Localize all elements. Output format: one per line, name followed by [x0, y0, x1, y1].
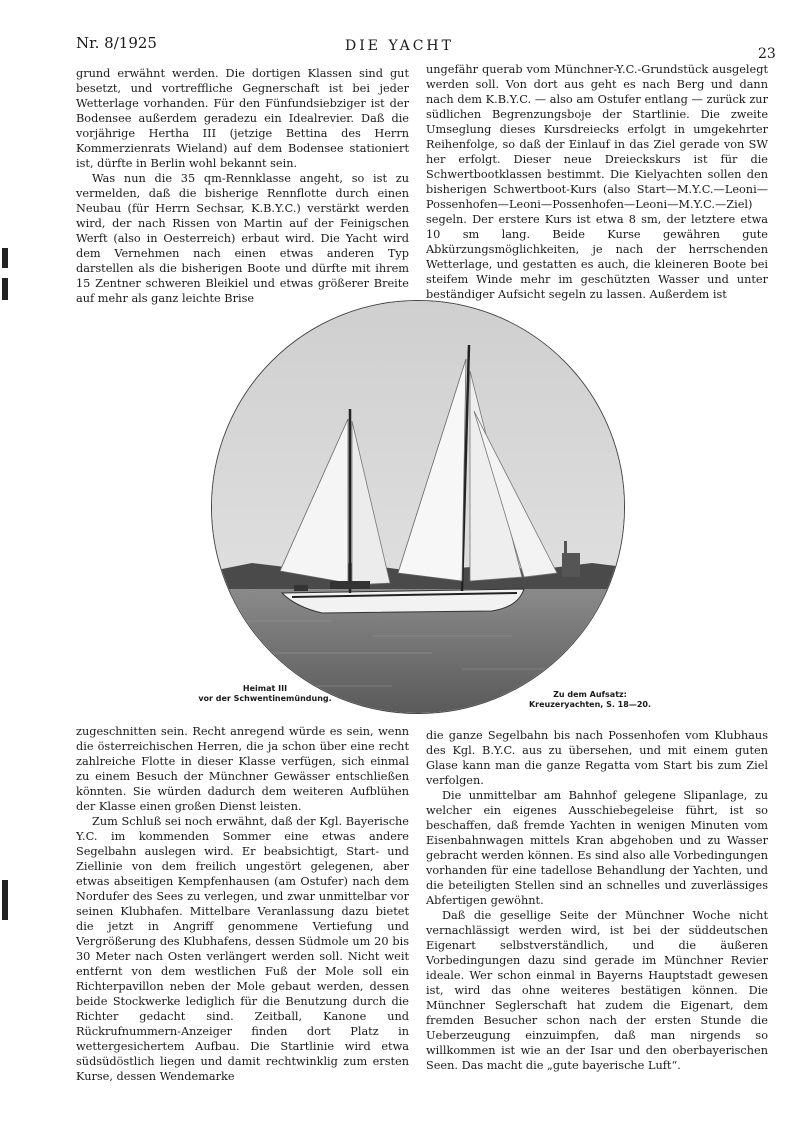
magazine-title: DIE YACHT	[345, 38, 454, 54]
photo-caption-right: Zu dem Aufsatz: Kreuzeryachten, S. 18—20.	[528, 690, 651, 709]
column-right-bottom	[426, 728, 768, 1073]
paragraph: Zum Schluß sei noch erwähnt, daß der Kgl. Bayerische Y.C. im kommenden Sommer eine etwas andere Segelbahn auslegen wird. Er beabsichtigt, Start- und Ziellinie von dem freilich ungestört gelegenen, aber etwas abseitigen Kempfenhausen (am Ostufer) nach dem Nordufer des Sees zu verlegen, und zwar unmittelbar vor seinen Klubhafen. Mittelbare Veranlassung dazu bietet die jetzt in Angriff genommene Vertiefung und Vergrößerung des Klubhafens, dessen Südmole um 20 bis 30 Meter nach Osten verlängert werden soll. Nicht weit entfernt von dem westlichen Fuß der Mole soll ein Richterpavillon neben der Mole gebaut werden, dessen beide Stockwerke lediglich für die Benutzung durch die Richter gedacht sind. Zeitball, Kanone und Rückrufnummern-Anzeiger finden dort Platz in wettergesichertem Aufbau. Die Startlinie wird etwa südsüdöstlich liegen und damit rechtwinklig zum ersten Kurse, dessen Wendemarke	[76, 815, 409, 1083]
margin-mark	[2, 278, 8, 300]
margin-mark	[2, 248, 8, 268]
issue-number: Nr. 8/1925	[76, 34, 157, 52]
paragraph: ungefähr querab vom Münchner-Y.C.-Grundstück ausgelegt werden soll. Von dort aus geht es nach Berg und dann nach dem K.B.Y.C. — also am Ostufer entlang — zurück zur südlichen Begrenzungsboje der Startlinie. Die zweite Umseglung dieses Kursdreiecks erfolgt in umgekehrter Reihenfolge, so daß der Einlauf in das Ziel gerade von SW her erfolgt. Dieser neue Dreieckskurs ist für die Schwertbootklassen bestimmt. Die Kielyachten sollen den bisherigen Schwertboot-Kurs (also Start—M.Y.C.—Leoni—Possenhofen—Leoni—Possenhofen—Leoni—M.Y.C.—Ziel) segeln. Der erstere Kurs ist etwa 8 sm, der letztere etwa 10 sm lang. Beide Kurse gewähren gute Abkürzungsmöglichkeiten, je nach der herrschenden Wetterlage, und gestatten es auch, die kleineren Boote bei steifem Winde mehr im geschützten Wasser und unter beständiger Aufsicht segeln zu lassen. Außerdem ist	[426, 63, 768, 301]
photo-caption-left: Heimat III vor der Schwentinemündung.	[198, 684, 332, 703]
paragraph: grund erwähnt werden. Die dortigen Klassen sind gut besetzt, und vortreffliche Gegnerschaft ist bei jeder Wetterlage vorhanden. Für den Fünfundsiebziger ist der Bodensee außerdem geradezu ein Idealrevier. Daß die vorjährige Hertha III (jetzige Bettina des Herrn Kommerzienrats Wieland) auf dem Bodensee stationiert ist, dürfte in Berlin wohl bekannt sein.	[76, 67, 409, 170]
paragraph: die ganze Segelbahn bis nach Possenhofen vom Klubhaus des Kgl. B.Y.C. aus zu übersehen, und mit einem guten Glase kann man die ganze Regatta vom Start bis zum Ziel verfolgen.	[426, 729, 768, 787]
yacht-photo	[211, 300, 625, 714]
column-left-bottom	[76, 724, 409, 1084]
column-left-top	[76, 66, 409, 306]
margin-mark	[2, 880, 8, 920]
paragraph: Was nun die 35 qm-Rennklasse angeht, so ist zu vermelden, daß die bisherige Rennflotte durch einen Neubau (für Herrn Sechsar, K.B.Y.C.) verstärkt werden wird, der nach Rissen von Martin auf der Feinigschen Werft (also in Oesterreich) erbaut wird. Die Yacht wird dem Vernehmen nach einen etwas anderen Typ darstellen als die bisherigen Boote und dürfte mit ihrem 15 Zentner schweren Bleikiel und etwas größerer Breite auf mehr als ganz leichte Brise	[76, 172, 409, 305]
paragraph: Daß die gesellige Seite der Münchner Woche nicht vernachlässigt werden wird, ist bei der süddeutschen Eigenart selbstverständlich, und die äußeren Vorbedingungen dazu sind gerade im Münchner Revier ideale. Wer schon einmal in Bayerns Hauptstadt gewesen ist, wird das ohne weiteres bestätigen können. Die Münchner Seglerschaft hat zudem die Eigenart, dem fremden Besucher schon nach der ersten Stunde die Ueberzeugung einzuimpfen, daß man nirgends so willkommen ist wie an der Isar und den oberbayerischen Seen. Das macht die „gute bayerische Luft“.	[426, 909, 768, 1072]
paragraph: zugeschnitten sein. Recht anregend würde es sein, wenn die österreichischen Herren, die ja schon über eine recht zahlreiche Flotte in dieser Klasse verfügen, sich einmal zu einem Besuch der Münchner Gewässer entschließen könnten. Sie würden dadurch dem weiteren Aufblühen der Klasse einen großen Dienst leisten.	[76, 725, 409, 813]
column-right-top	[426, 62, 768, 302]
sailing-yacht-photo-icon	[212, 301, 624, 713]
paragraph: Die unmittelbar am Bahnhof gelegene Slipanlage, zu welcher ein eigenes Ausschiebegeleise führt, ist so beschaffen, daß fremde Yachten in wenigen Minuten vom Eisenbahnwagen mittels Kran abgehoben und zu Wasser gebracht werden können. Es sind also alle Vorbedingungen vorhanden für eine tadellose Behandlung der Yachten, und die beteiligten Stellen sind an schnelles und zuverlässiges Abfertigen gewöhnt.	[426, 789, 768, 907]
page-number: 23	[758, 46, 776, 62]
